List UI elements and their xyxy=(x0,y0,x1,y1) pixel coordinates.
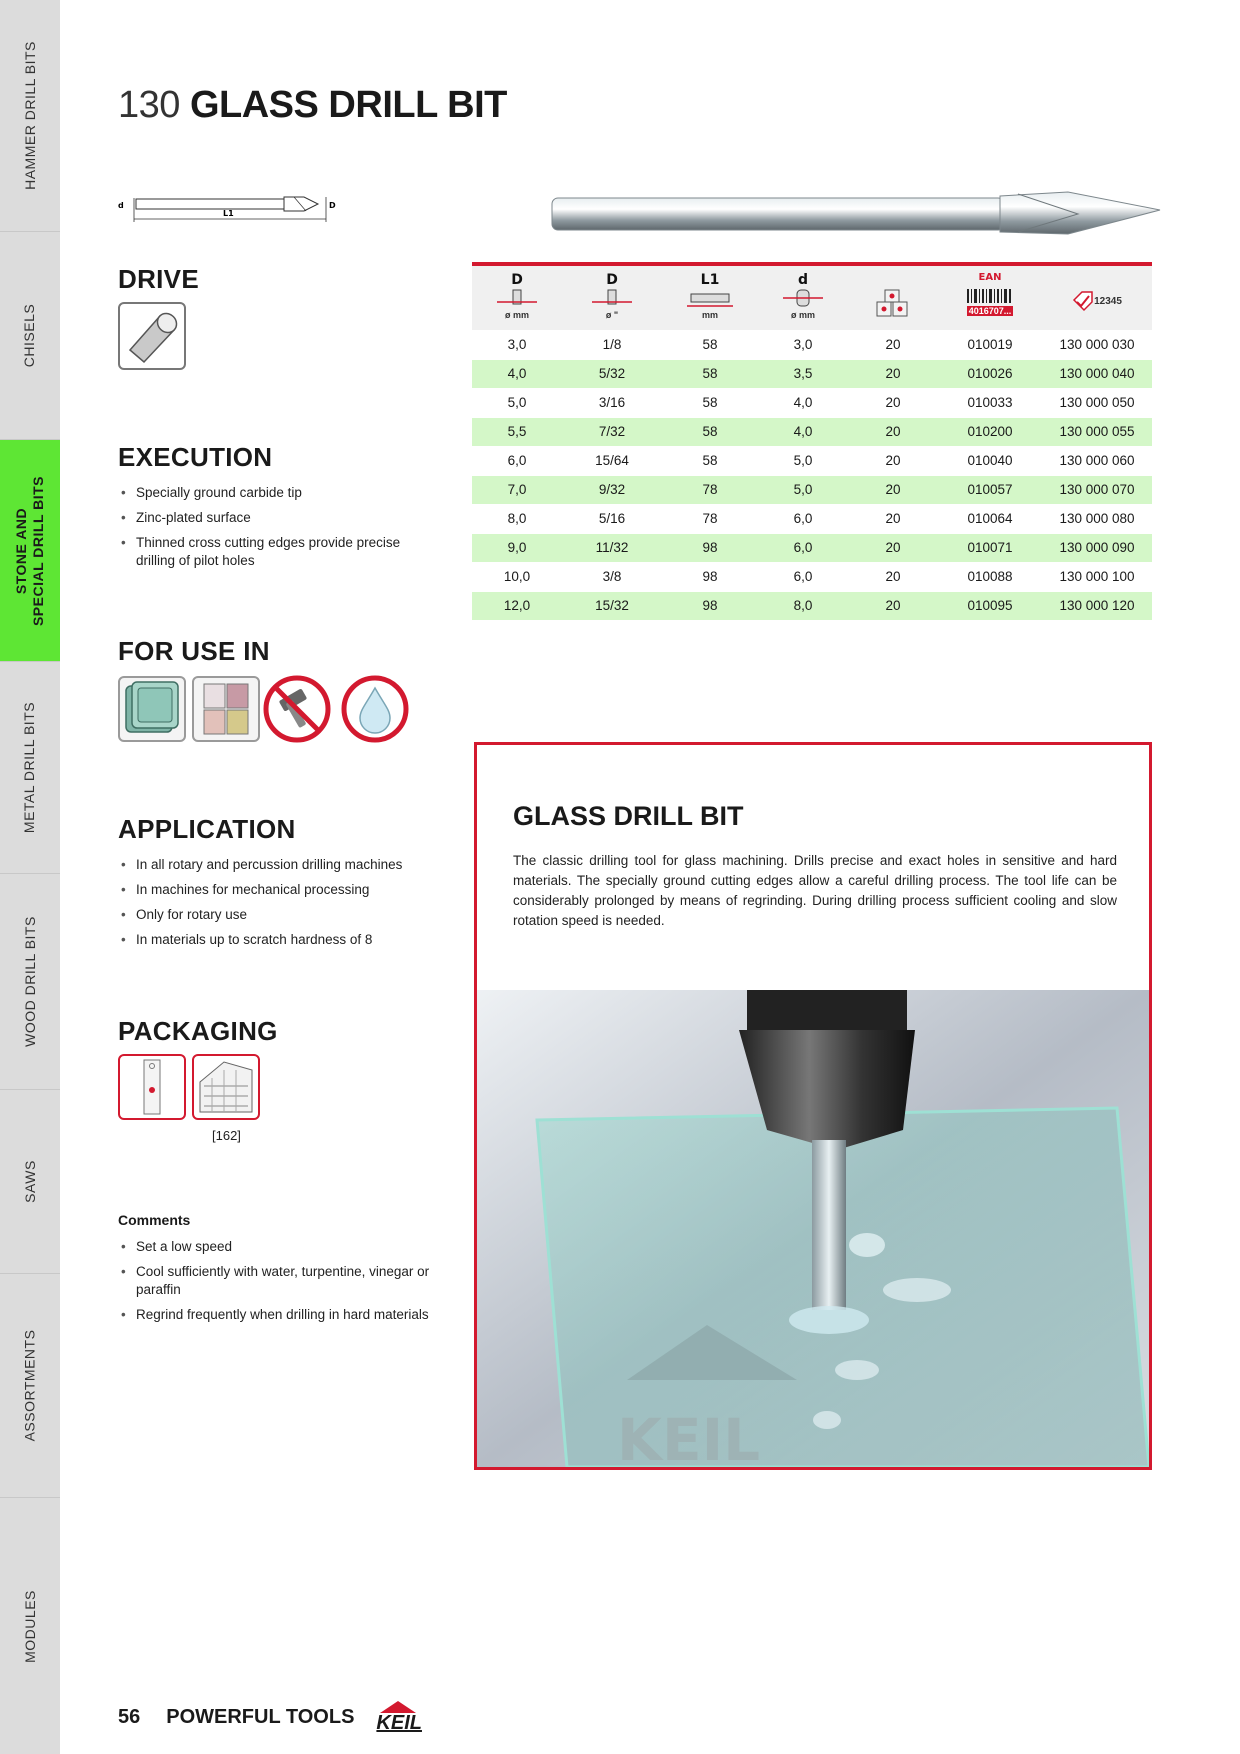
info-title: GLASS DRILL BIT xyxy=(513,801,744,831)
table-cell: 7/32 xyxy=(562,417,662,446)
info-box xyxy=(474,742,1152,1470)
execution-title: EXECUTION xyxy=(118,442,273,472)
table-cell: 6,0 xyxy=(758,533,848,562)
table-cell: 12,0 xyxy=(472,591,562,620)
packaging-title: PACKAGING xyxy=(118,1016,278,1046)
table-cell: 010040 xyxy=(938,446,1042,475)
table-cell: 130 000 080 xyxy=(1042,504,1152,533)
application-list xyxy=(118,856,438,956)
display-count: [162] xyxy=(212,1128,241,1143)
list-item: • In all rotary and percussion drilling machines xyxy=(118,856,438,874)
table-cell: 3,0 xyxy=(758,330,848,359)
header-length: L1 mm xyxy=(662,264,758,330)
table-cell: 5/32 xyxy=(562,359,662,388)
info-description: The classic drilling tool for glass machining. Drills precise and exact holes in sensitive and hard materials. The specially ground cutting edges allow a careful drilling process. The tool life can be considerably prolonged by means of regrinding. During drilling process sufficient cooling and slow rotation speed is needed. xyxy=(513,853,1117,928)
table-cell: 8,0 xyxy=(472,504,562,533)
page-footer xyxy=(118,1700,422,1734)
boxes-icon xyxy=(873,288,913,322)
table-cell: 9/32 xyxy=(562,475,662,504)
table-cell: 58 xyxy=(662,330,758,359)
table-cell: 4,0 xyxy=(758,417,848,446)
table-cell: 98 xyxy=(662,591,758,620)
table-cell: 98 xyxy=(662,562,758,591)
no-hammer-icon xyxy=(262,674,332,744)
table-cell: 20 xyxy=(848,446,938,475)
header-ean: EAN 4016707... xyxy=(938,264,1042,330)
table-cell: 130 000 120 xyxy=(1042,591,1152,620)
table-cell: 3,5 xyxy=(758,359,848,388)
water-drop-icon xyxy=(340,674,410,744)
table-cell: 6,0 xyxy=(758,504,848,533)
table-cell: 5,0 xyxy=(758,475,848,504)
table-row xyxy=(472,504,1152,533)
table-cell: 010026 xyxy=(938,359,1042,388)
table-cell: 010064 xyxy=(938,504,1042,533)
table-cell: 130 000 060 xyxy=(1042,446,1152,475)
table-cell: 3/16 xyxy=(562,388,662,417)
table-cell: 130 000 090 xyxy=(1042,533,1152,562)
product-photo xyxy=(477,990,1149,1467)
table-cell: 7,0 xyxy=(472,475,562,504)
table-cell: 9,0 xyxy=(472,533,562,562)
table-row xyxy=(472,533,1152,562)
page-title xyxy=(118,84,507,127)
header-diameter-mm: D ø mm xyxy=(472,264,562,330)
glass-tile-icon xyxy=(118,676,186,742)
table-cell: 130 000 070 xyxy=(1042,475,1152,504)
drill-length-icon xyxy=(685,288,735,308)
table-cell: 010095 xyxy=(938,591,1042,620)
table-cell: 010071 xyxy=(938,533,1042,562)
table-cell: 20 xyxy=(848,388,938,417)
comments-title: Comments xyxy=(118,1212,191,1228)
application-title: APPLICATION xyxy=(118,814,296,844)
table-row xyxy=(472,446,1152,475)
table-row xyxy=(472,562,1152,591)
table-cell: 010019 xyxy=(938,330,1042,359)
table-cell: 6,0 xyxy=(758,562,848,591)
article-tag-icon xyxy=(1072,290,1094,312)
list-item: • Only for rotary use xyxy=(118,906,438,924)
side-tab-modules[interactable]: MODULES xyxy=(21,1589,38,1663)
table-cell: 20 xyxy=(848,475,938,504)
side-tab-hammer-drill-bits[interactable]: HAMMER DRILL BITS xyxy=(0,0,60,232)
table-cell: 4,0 xyxy=(758,388,848,417)
drive-title: DRIVE xyxy=(118,264,199,294)
table-row xyxy=(472,330,1152,359)
single-pack-icon xyxy=(118,1054,186,1120)
table-cell: 8,0 xyxy=(758,591,848,620)
table-cell: 130 000 100 xyxy=(1042,562,1152,591)
table-cell: 58 xyxy=(662,446,758,475)
table-cell: 15/32 xyxy=(562,591,662,620)
table-cell: 58 xyxy=(662,388,758,417)
dimension-drawing xyxy=(116,192,338,230)
diagram-label-d: d xyxy=(118,201,124,210)
header-shank-diameter: d ø mm xyxy=(758,264,848,330)
round-shank-icon xyxy=(118,302,186,370)
table-cell: 10,0 xyxy=(472,562,562,591)
table-cell: 15/64 xyxy=(562,446,662,475)
list-item: • Thinned cross cutting edges provide precise drilling of pilot holes xyxy=(118,534,438,570)
side-tab-wood-drill-bits[interactable]: WOOD DRILL BITS xyxy=(0,874,60,1090)
table-cell: 1/8 xyxy=(562,330,662,359)
table-row xyxy=(472,475,1152,504)
table-cell: 010057 xyxy=(938,475,1042,504)
table-cell: 5,5 xyxy=(472,417,562,446)
brand-logo: KEIL xyxy=(374,1700,422,1734)
table-row xyxy=(472,417,1152,446)
side-tab-metal-drill-bits[interactable]: METAL DRILL BITS xyxy=(0,662,60,874)
table-cell: 130 000 050 xyxy=(1042,388,1152,417)
barcode-icon xyxy=(965,288,1015,304)
table-row xyxy=(472,359,1152,388)
drill-diameter-icon xyxy=(495,288,539,308)
table-cell: 010088 xyxy=(938,562,1042,591)
table-cell: 6,0 xyxy=(472,446,562,475)
header-diameter-inch: D ø " xyxy=(562,264,662,330)
table-cell: 11/32 xyxy=(562,533,662,562)
execution-list xyxy=(118,484,438,577)
table-cell: 78 xyxy=(662,475,758,504)
product-name: GLASS DRILL BIT xyxy=(189,84,507,126)
table-row xyxy=(472,591,1152,620)
side-tab-chisels[interactable]: CHISELS xyxy=(0,232,60,440)
table-cell: 3/8 xyxy=(562,562,662,591)
photo-logo-text: KEIL xyxy=(617,1406,761,1467)
table-cell: 4,0 xyxy=(472,359,562,388)
list-item: • Specially ground carbide tip xyxy=(118,484,438,502)
shank-diameter-icon xyxy=(781,288,825,308)
list-item: • Set a low speed xyxy=(118,1238,448,1256)
for-use-in-title: FOR USE IN xyxy=(118,636,270,666)
list-item: • Cool sufficiently with water, turpentine, vinegar or paraffin xyxy=(118,1263,448,1299)
table-cell: 78 xyxy=(662,504,758,533)
table-cell: 98 xyxy=(662,533,758,562)
footer-slogan: POWERFUL TOOLS xyxy=(166,1705,355,1728)
table-cell: 20 xyxy=(848,533,938,562)
ceramic-tiles-icon xyxy=(192,676,260,742)
table-cell: 130 000 030 xyxy=(1042,330,1152,359)
table-cell: 20 xyxy=(848,359,938,388)
side-tab-saws[interactable]: SAWS xyxy=(0,1090,60,1274)
product-number: 130 xyxy=(118,84,180,126)
drill-diameter-icon xyxy=(590,288,634,308)
table-cell: 010200 xyxy=(938,417,1042,446)
spec-table xyxy=(472,262,1152,621)
table-row xyxy=(472,388,1152,417)
table-cell: 58 xyxy=(662,359,758,388)
table-cell: 130 000 040 xyxy=(1042,359,1152,388)
list-item: • Regrind frequently when drilling in hard materials xyxy=(118,1306,448,1324)
table-cell: 130 000 055 xyxy=(1042,417,1152,446)
side-tab-assortments[interactable]: ASSORTMENTS xyxy=(0,1274,60,1498)
table-cell: 20 xyxy=(848,562,938,591)
list-item: • In materials up to scratch hardness of 8 xyxy=(118,931,438,949)
table-cell: 20 xyxy=(848,330,938,359)
table-cell: 20 xyxy=(848,417,938,446)
table-cell: 5,0 xyxy=(472,388,562,417)
side-tab-stone-and-special-drill-bits[interactable]: STONE AND SPECIAL DRILL BITS xyxy=(0,440,60,662)
list-item: • Zinc-plated surface xyxy=(118,509,438,527)
list-item: • In machines for mechanical processing xyxy=(118,881,438,899)
table-cell: 20 xyxy=(848,504,938,533)
table-cell: 5,0 xyxy=(758,446,848,475)
diagram-label-l1: L1 xyxy=(223,209,234,218)
table-cell: 010033 xyxy=(938,388,1042,417)
table-cell: 58 xyxy=(662,417,758,446)
side-navigation xyxy=(0,0,60,1754)
product-drill-bit-image xyxy=(548,184,1164,244)
header-pack-quantity xyxy=(848,264,938,330)
comments-list xyxy=(118,1238,448,1331)
table-cell: 3,0 xyxy=(472,330,562,359)
display-stand-icon xyxy=(192,1054,260,1120)
page-number: 56 xyxy=(118,1705,141,1728)
diagram-label-big-d: D xyxy=(329,201,336,210)
spec-table-body xyxy=(472,330,1152,620)
table-cell: 5/16 xyxy=(562,504,662,533)
table-header-row xyxy=(472,264,1152,330)
table-cell: 20 xyxy=(848,591,938,620)
header-article-number: 12345 xyxy=(1042,264,1152,330)
